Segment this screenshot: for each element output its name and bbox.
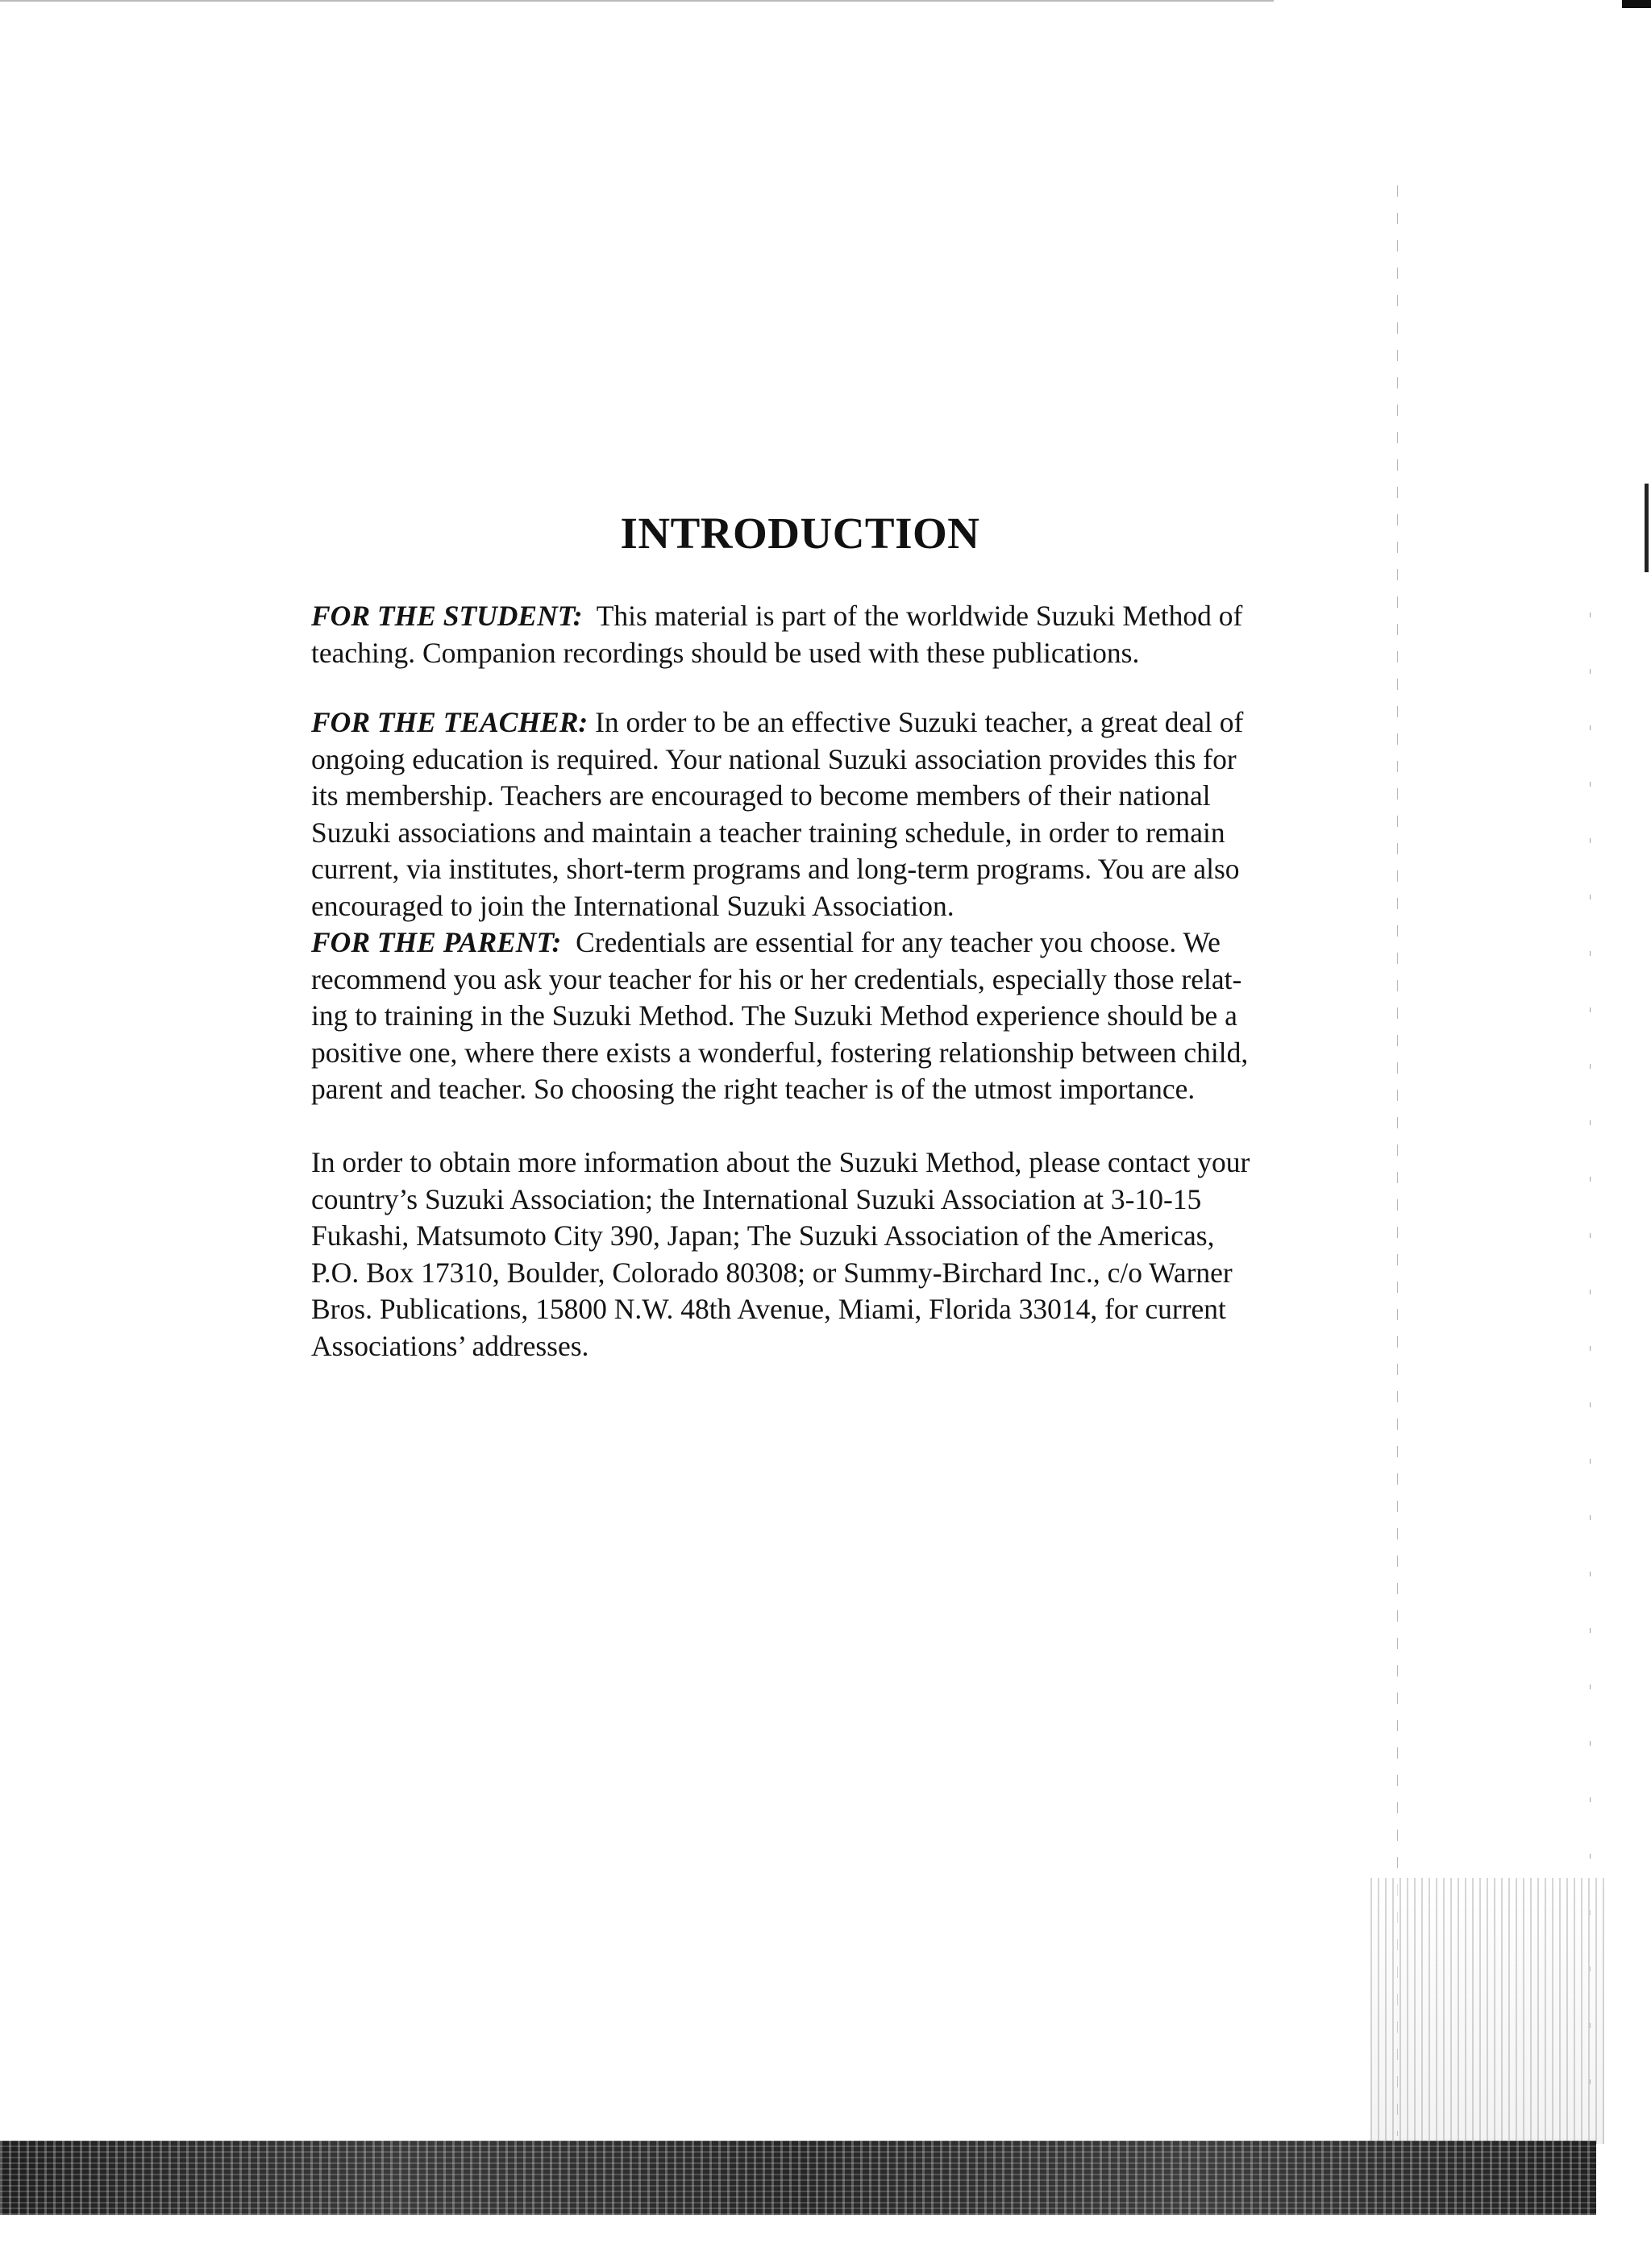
teacher-text-1: In order to be an effective Suzuki teacher, a great deal of	[595, 706, 1244, 738]
parent-paragraph	[311, 924, 1307, 1108]
teacher-line-6: encouraged to join the International Suzuki Association.	[311, 889, 954, 922]
parent-line-1	[311, 924, 1307, 962]
scan-right-edge-mark	[1645, 484, 1649, 572]
student-text-1: This material is part of the worldwide Suzuki Method of	[596, 600, 1243, 632]
contact-line-1: In order to obtain more information about the Suzuki Method, please contact your	[311, 1146, 1250, 1178]
teacher-line-1	[311, 704, 1307, 741]
student-lead: FOR THE STUDENT:	[311, 600, 583, 632]
contact-line-6: Associations’ addresses.	[311, 1329, 589, 1362]
teacher-line-3: its membership. Teachers are encouraged to become members of their national	[311, 779, 1211, 812]
parent-text-1: Credentials are essential for any teacher you choose. We	[576, 926, 1221, 958]
teacher-line-2: ongoing education is required. Your national Suzuki association provides this for	[311, 742, 1237, 775]
scan-noise-corner	[1370, 1878, 1604, 2144]
contact-line-3: Fukashi, Matsumoto City 390, Japan; The Suzuki Association of the Americas,	[311, 1219, 1215, 1252]
contact-line-2: country’s Suzuki Association; the International Suzuki Association at 3-10-15	[311, 1182, 1202, 1215]
teacher-paragraph	[311, 704, 1307, 924]
student-paragraph	[311, 598, 1307, 671]
student-line-1	[311, 598, 1307, 635]
parent-lead: FOR THE PARENT:	[311, 926, 562, 958]
teacher-line-4: Suzuki associations and maintain a teacher training schedule, in order to remain	[311, 816, 1225, 849]
contact-line-4: P.O. Box 17310, Boulder, Colorado 80308; or Summy-Birchard Inc., c/o Warner	[311, 1256, 1233, 1289]
student-line-2: teaching. Companion recordings should be used with these publications.	[311, 636, 1140, 669]
contact-paragraph	[311, 1144, 1307, 1365]
page-title: INTRODUCTION	[620, 509, 980, 558]
contact-line-5: Bros. Publications, 15800 N.W. 48th Avenue, Miami, Florida 33014, for current	[311, 1293, 1226, 1325]
parent-line-2: recommend you ask your teacher for his or her credentials, especially those relat-	[311, 962, 1242, 995]
scan-top-edge	[0, 0, 1274, 2]
scan-bottom-band	[0, 2141, 1596, 2215]
parent-line-4: positive one, where there exists a wonderful, fostering relationship between child,	[311, 1036, 1249, 1069]
parent-line-5: parent and teacher. So choosing the right teacher is of the utmost importance.	[311, 1073, 1196, 1105]
scan-corner-mark	[1622, 0, 1651, 8]
teacher-lead: FOR THE TEACHER:	[311, 706, 588, 738]
teacher-line-5: current, via institutes, short-term programs and long-term programs. You are also	[311, 853, 1240, 885]
scan-gutter-line	[1397, 185, 1398, 2136]
parent-line-3: ing to training in the Suzuki Method. The Suzuki Method experience should be a	[311, 999, 1237, 1032]
